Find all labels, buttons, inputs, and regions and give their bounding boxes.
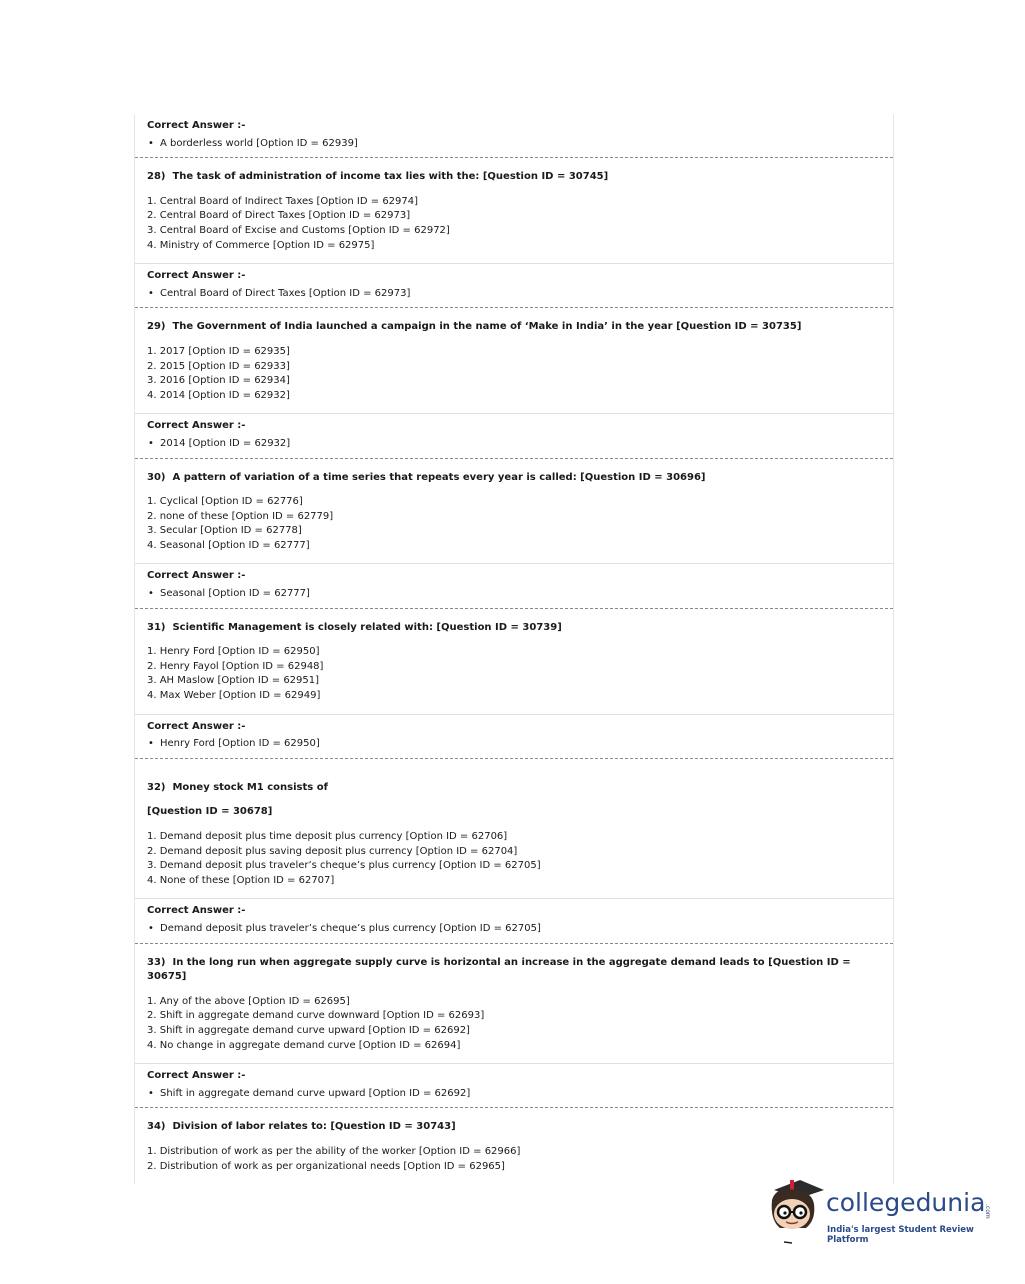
option: 4. No change in aggregate demand curve [Option ID = 62694] bbox=[147, 1039, 461, 1051]
option: 1. Central Board of Indirect Taxes [Option ID = 62974] bbox=[147, 195, 419, 207]
option: 2. Henry Fayol [Option ID = 62948] bbox=[147, 660, 324, 672]
option: 3. AH Maslow [Option ID = 62951] bbox=[147, 675, 320, 687]
option: 2. Demand deposit plus saving deposit plus currency [Option ID = 62704] bbox=[147, 845, 518, 857]
answer-text: • 2014 [Option ID = 62932] bbox=[147, 437, 881, 452]
answer-text: • Henry Ford [Option ID = 62950] bbox=[147, 737, 881, 752]
logo-tagline: India's largest Student Review Platform bbox=[827, 1225, 974, 1245]
answer-block-31 bbox=[135, 715, 893, 759]
question-31 bbox=[135, 609, 893, 715]
question-title: 32) Money stock M1 consists of bbox=[147, 781, 328, 793]
answer-text: • A borderless world [Option ID = 62939] bbox=[147, 137, 881, 152]
option: 3. Secular [Option ID = 62778] bbox=[147, 525, 302, 537]
option: 2. Central Board of Direct Taxes [Option ID = 62973] bbox=[147, 210, 411, 222]
question-title: 31) Scientific Management is closely related with: [Question ID = 30739] bbox=[147, 621, 562, 633]
answer-heading: Correct Answer :- bbox=[147, 570, 246, 582]
answer-block-32 bbox=[135, 899, 893, 943]
option: 2. none of these [Option ID = 62779] bbox=[147, 510, 334, 522]
question-title: 28) The task of administration of income tax lies with the: [Question ID = 30745] bbox=[147, 171, 609, 183]
option: 3. Demand deposit plus traveler’s cheque’s plus currency [Option ID = 62705] bbox=[147, 860, 541, 872]
question-28 bbox=[135, 158, 893, 264]
question-29 bbox=[135, 308, 893, 414]
question-title: 33) In the long run when aggregate supply curve is horizontal an increase in the aggregate demand leads to [Question ID = 30675] bbox=[147, 956, 851, 983]
option: 3. Central Board of Excise and Customs [Option ID = 62972] bbox=[147, 224, 450, 236]
answer-text: • Demand deposit plus traveler’s cheque’s plus currency [Option ID = 62705] bbox=[147, 922, 881, 937]
answer-block-27 bbox=[135, 114, 893, 158]
option: 1. 2017 [Option ID = 62935] bbox=[147, 345, 290, 357]
option: 2. Distribution of work as per organizational needs [Option ID = 62965] bbox=[147, 1160, 505, 1172]
question-33 bbox=[135, 944, 893, 1065]
answer-heading: Correct Answer :- bbox=[147, 720, 246, 732]
logo-dotcom: .com bbox=[984, 1204, 991, 1219]
question-32 bbox=[135, 759, 893, 900]
answer-heading: Correct Answer :- bbox=[147, 120, 246, 131]
answer-text: • Shift in aggregate demand curve upward [Option ID = 62692] bbox=[147, 1087, 881, 1102]
answer-text: • Central Board of Direct Taxes [Option ID = 62973] bbox=[147, 287, 881, 302]
option: 2. Shift in aggregate demand curve downward [Option ID = 62693] bbox=[147, 1010, 485, 1022]
answer-block-29 bbox=[135, 414, 893, 458]
question-id: [Question ID = 30678] bbox=[147, 806, 273, 818]
answer-block-30 bbox=[135, 564, 893, 608]
answer-text: • Seasonal [Option ID = 62777] bbox=[147, 587, 881, 602]
answer-heading: Correct Answer :- bbox=[147, 905, 246, 917]
answer-block-28 bbox=[135, 264, 893, 308]
collegedunia-logo bbox=[766, 1176, 996, 1246]
option: 1. Distribution of work as per the ability of the worker [Option ID = 62966] bbox=[147, 1145, 521, 1157]
answer-heading: Correct Answer :- bbox=[147, 420, 246, 432]
question-title: 30) A pattern of variation of a time series that repeats every year is called: [Question ID = 30696] bbox=[147, 471, 706, 483]
question-title: 29) The Government of India launched a campaign in the name of ‘Make in India’ in the year [Question ID = 30735] bbox=[147, 321, 802, 333]
question-title: 34) Division of labor relates to: [Question ID = 30743] bbox=[147, 1121, 456, 1133]
logo-brand: collegedunia bbox=[826, 1188, 986, 1217]
option: 4. 2014 [Option ID = 62932] bbox=[147, 389, 290, 401]
mascot-icon bbox=[766, 1176, 826, 1246]
option: 4. None of these [Option ID = 62707] bbox=[147, 874, 335, 886]
option: 2. 2015 [Option ID = 62933] bbox=[147, 360, 290, 372]
question-paper bbox=[134, 114, 894, 1184]
option: 4. Ministry of Commerce [Option ID = 62975] bbox=[147, 239, 375, 251]
option: 4. Max Weber [Option ID = 62949] bbox=[147, 690, 321, 702]
option: 3. Shift in aggregate demand curve upward [Option ID = 62692] bbox=[147, 1024, 470, 1036]
option: 3. 2016 [Option ID = 62934] bbox=[147, 375, 290, 387]
option: 4. Seasonal [Option ID = 62777] bbox=[147, 539, 310, 551]
answer-heading: Correct Answer :- bbox=[147, 270, 246, 282]
option: 1. Henry Ford [Option ID = 62950] bbox=[147, 646, 320, 658]
question-30 bbox=[135, 459, 893, 565]
question-34 bbox=[135, 1108, 893, 1184]
option: 1. Any of the above [Option ID = 62695] bbox=[147, 995, 350, 1007]
answer-block-33 bbox=[135, 1064, 893, 1108]
answer-heading: Correct Answer :- bbox=[147, 1070, 246, 1082]
option: 1. Cyclical [Option ID = 62776] bbox=[147, 496, 303, 508]
option: 1. Demand deposit plus time deposit plus currency [Option ID = 62706] bbox=[147, 831, 508, 842]
